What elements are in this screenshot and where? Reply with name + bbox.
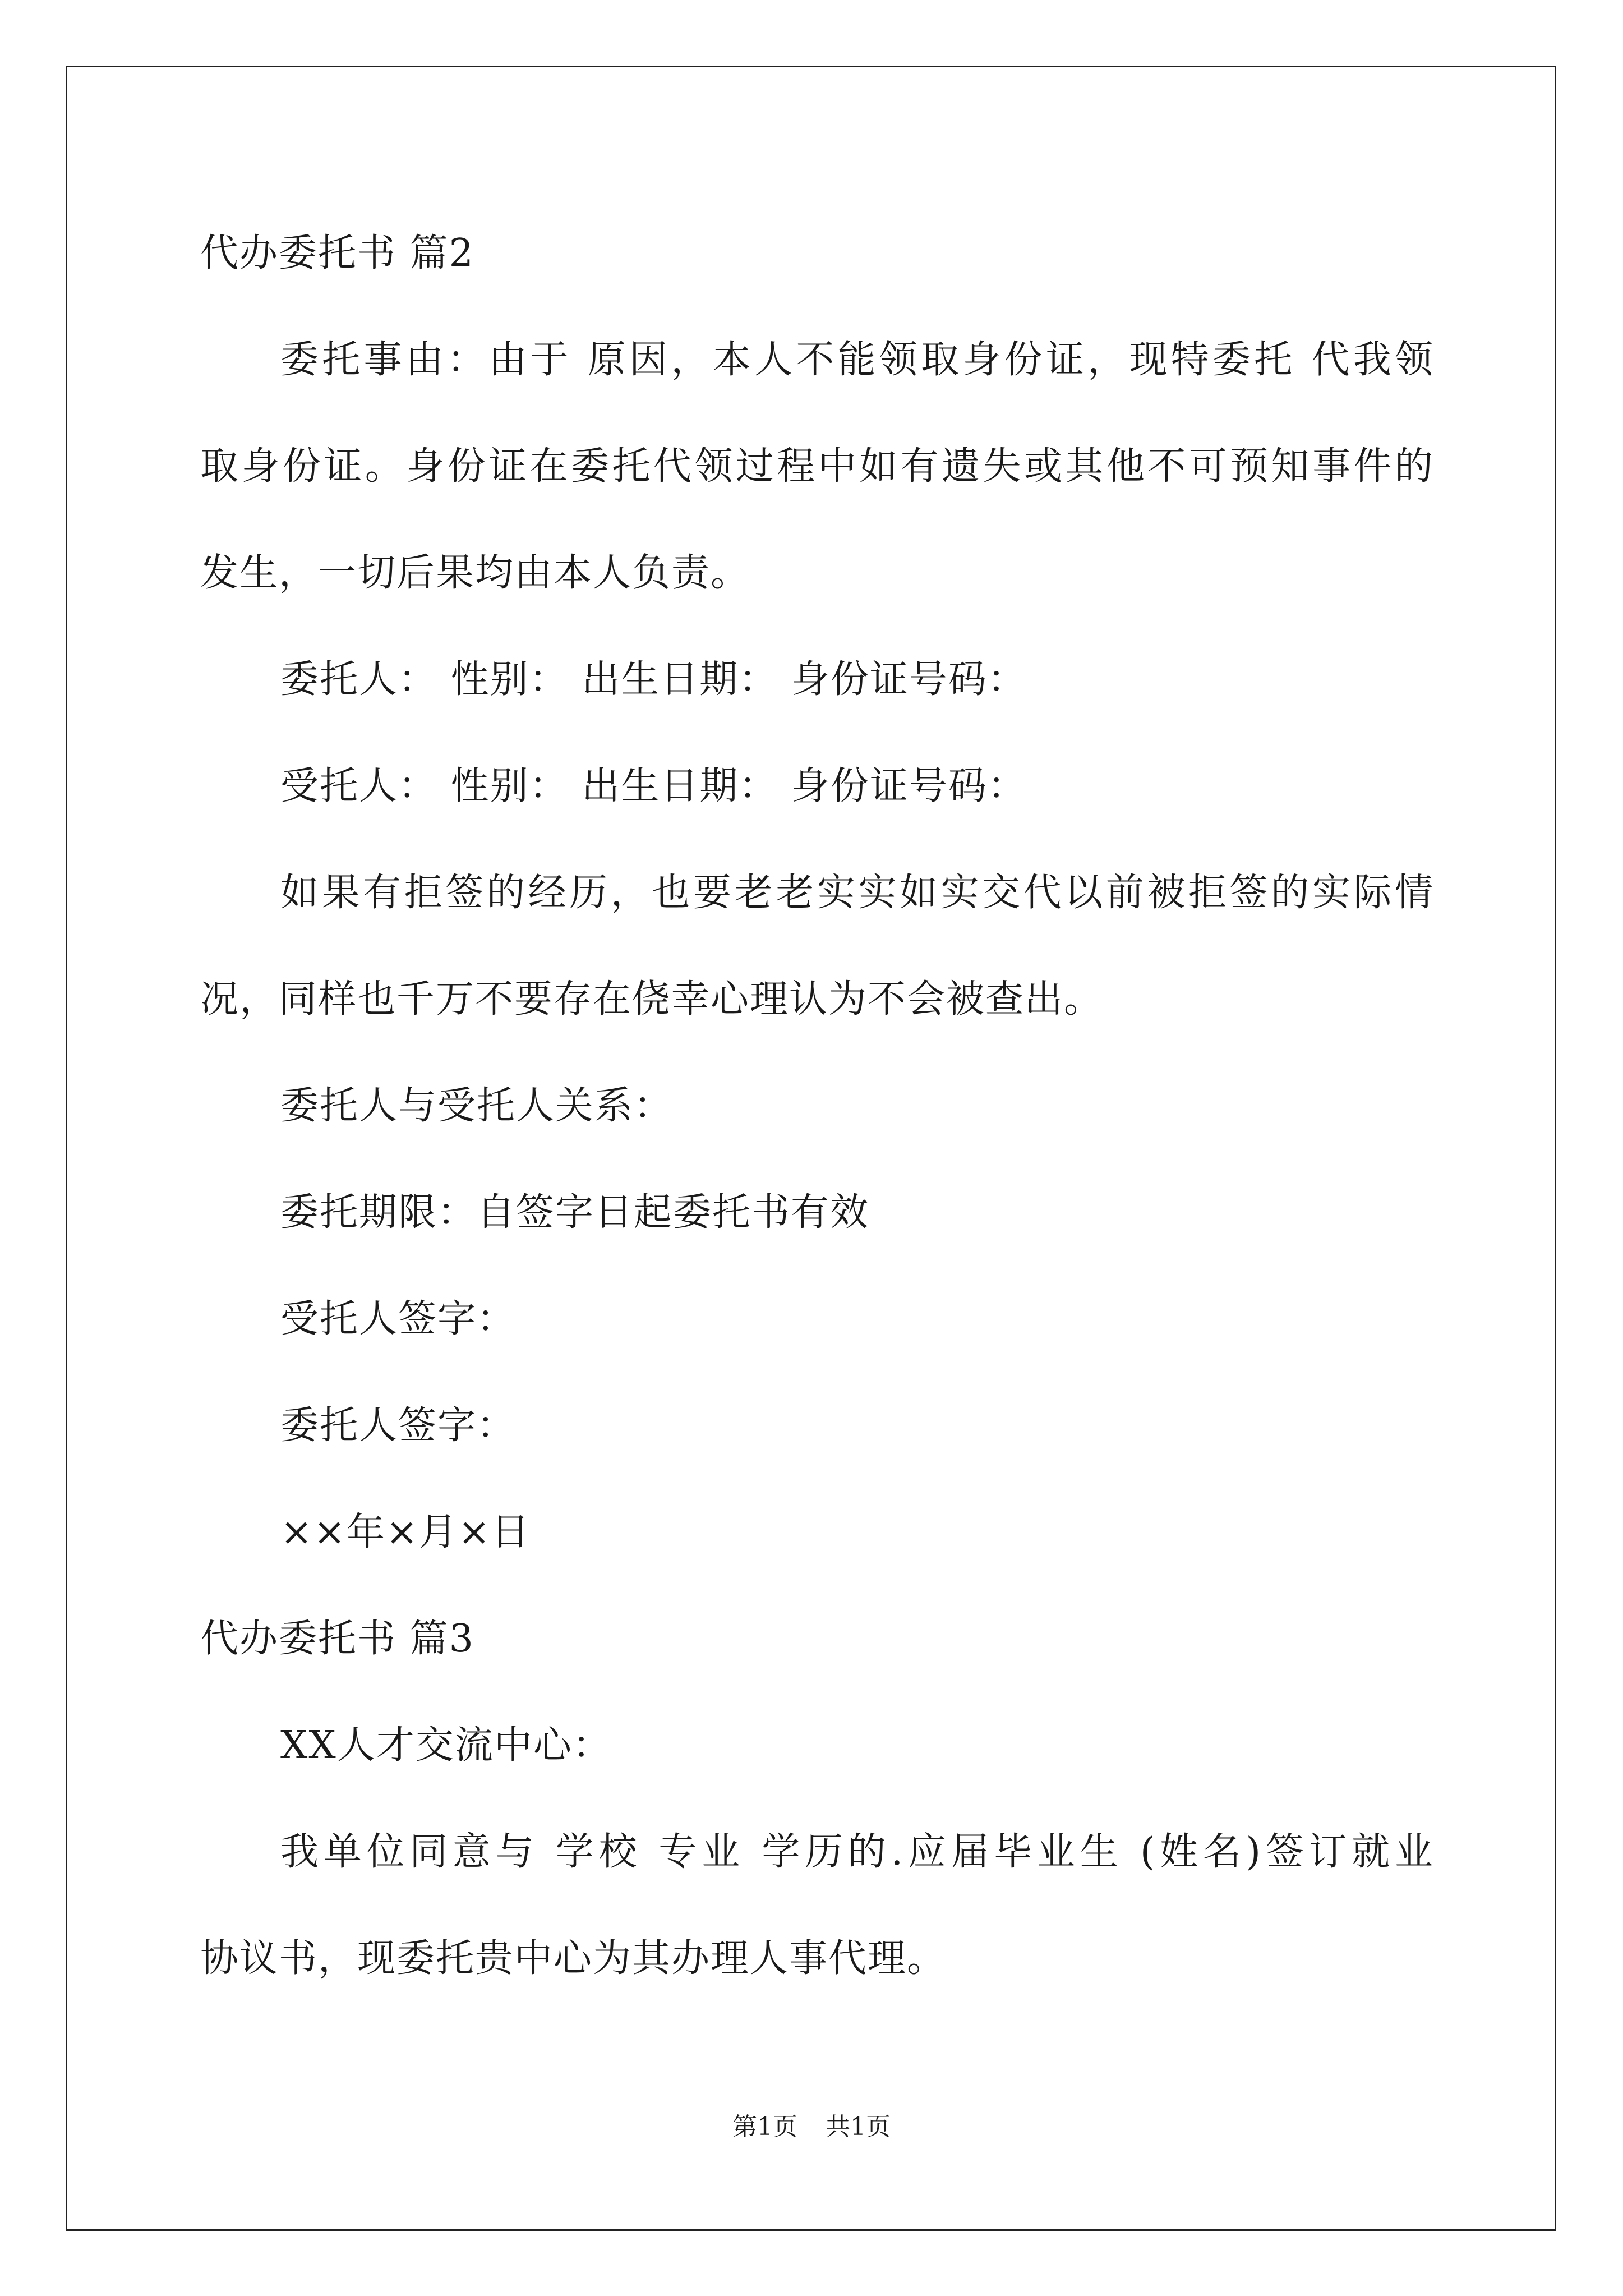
paragraph-line: 如果有拒签的经历，也要老老实实如实交代以前被拒签的实际情 [280,871,1434,915]
page-number-current: 第1页 [732,2113,797,2141]
paragraph-line: 委托人： 性别： 出生日期： 身份证号码： [280,657,1027,702]
paragraph-line: 协议书，现委托贵中心为其办理人事代理。 [200,1936,947,1981]
paragraph-line: 委托期限：自签字日起委托书有效 [280,1190,870,1235]
paragraph-line: 委托人签字： [280,1404,517,1448]
paragraph-line: 我单位同意与 学校 专业 学历的.应届毕业生 (姓名)签订就业 [280,1830,1434,1874]
page-number-total: 共1页 [826,2113,891,2141]
paragraph-line: 受托人签字： [280,1297,517,1341]
page-footer [0,2115,1623,2139]
paragraph-line: 受托人： 性别： 出生日期： 身份证号码： [280,764,1027,808]
paragraph-line: 委托人与受托人关系： [280,1084,674,1128]
page-border [66,66,1556,2231]
paragraph-line: XX人才交流中心： [280,1723,612,1768]
section-heading: 代办委托书 篇3 [200,1617,474,1661]
paragraph-line: 况，同样也千万不要存在侥幸心理认为不会被查出。 [200,977,1104,1022]
paragraph-line: 取身份证。身份证在委托代领过程中如有遗失或其他不可预知事件的 [200,444,1434,489]
section-heading: 代办委托书 篇2 [200,231,474,275]
paragraph-line: ××年×月×日 [280,1510,531,1554]
paragraph-line: 发生，一切后果均由本人负责。 [200,551,750,595]
paragraph-line: 委托事由：由于 原因，本人不能领取身份证，现特委托 代我领 [280,338,1434,382]
